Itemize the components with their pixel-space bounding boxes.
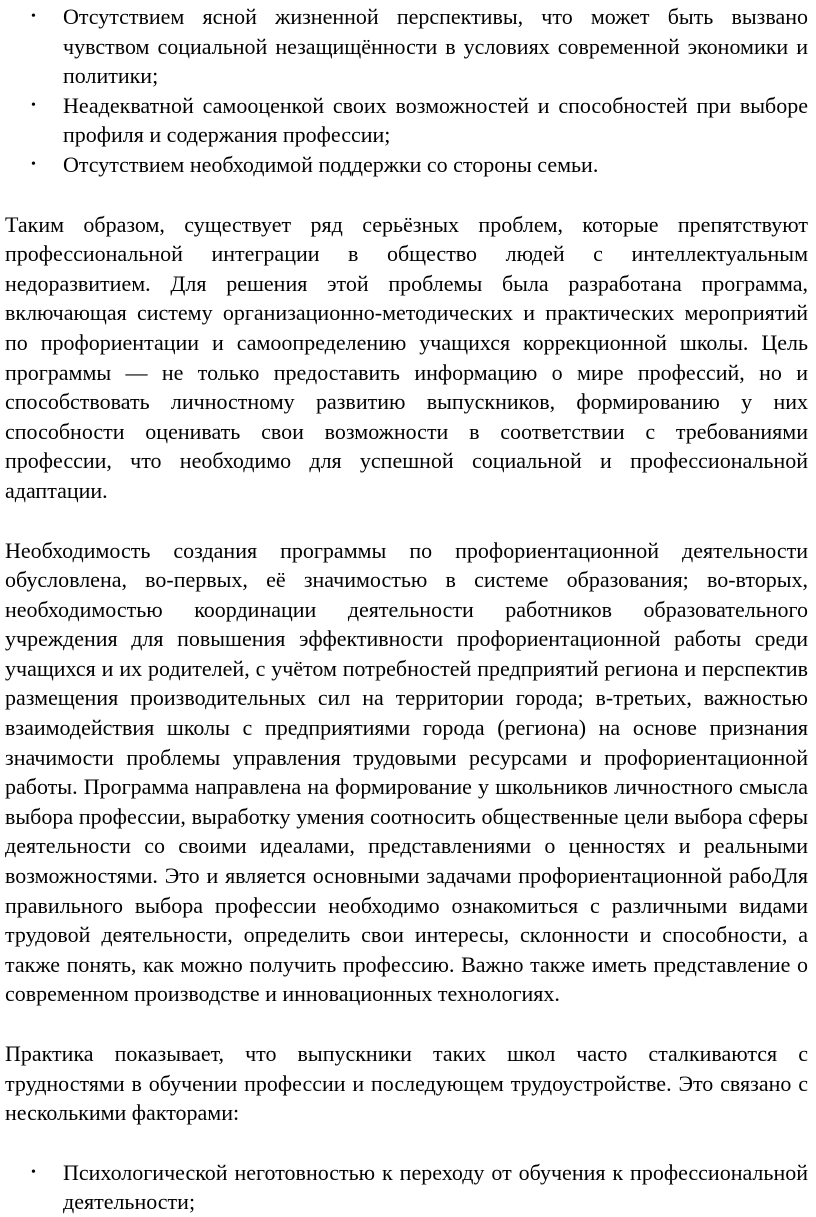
paragraph-spacer: [5, 1009, 808, 1039]
list-item-text: Психологической неготовностью к переходу от обучения к профессиональной деятельности;: [63, 1159, 808, 1215]
list-item-text: Отсутствием ясной жизненной перспективы, что может быть вызвано чувством социальной незащищённости в условиях современной экономики и политики;: [63, 4, 808, 89]
list-item: [5, 150, 808, 180]
paragraph-program-necessity: Необходимость создания программы по профориентационной деятельности обусловлена, во-первых, её значимостью в системе образования; во-вторых, необходимостью координации деятельности работников образовательного учреждения для повышения эффективности профориентационной работы среди учащихся и их родителей, с учётом потребностей предприятий региона и перспектив размещения производительных сил на территории города; в-третьих, важностью взаимодействия школы с предприятиями города (региона) на основе признания значимости проблемы управления трудовыми ресурсами и профориентационной работы. Программа направлена на формирование у школьников личностного смысла выбора профессии, выработку умения соотносить общественные цели выбора сферы деятельности со своими идеалами, представлениями о ценностях и реальными возможностями. Это и является основными задачами профориентационной рабоДля правильного выбора профессии необходимо ознакомиться с различными видами трудовой деятельности, определить свои интересы, склонности и способности, а также понять, как можно получить профессию. Важно также иметь представление о современном производстве и инновационных технологиях.: [5, 537, 808, 1007]
list-item-text: Отсутствием необходимой поддержки со стороны семьи.: [63, 151, 599, 177]
bullet-icon: •: [31, 97, 36, 113]
list-item: [5, 91, 808, 150]
bullet-icon: •: [31, 9, 36, 24]
bullet-icon: •: [31, 1164, 36, 1180]
paragraph-spacer: [5, 1128, 808, 1158]
bullet-icon: •: [31, 156, 36, 172]
bullet-list-top: [5, 2, 808, 180]
paragraph-practice: Практика показывает, что выпускники таких школ часто сталкиваются с трудностями в обучении профессии и последующем трудоустройстве. Это связано с несколькими факторами:: [5, 1041, 808, 1126]
paragraph-conclusion: Таким образом, существует ряд серьёзных проблем, которые препятствуют профессиональной интеграции в общество людей с интеллектуальным недоразвитием. Для решения этой проблемы была разработана программа, включающая систему организационно-методических и практических мероприятий по профориентации и самоопределению учащихся коррекционной школы. Цель программы — не только предоставить информацию о мире профессий, но и способствовать личностному развитию выпускников, формированию у них способности оценивать свои возможности в соответствии с требованиями профессии, что необходимо для успешной социальной и профессиональной адаптации.: [5, 211, 808, 503]
list-item: [5, 1158, 808, 1217]
bullet-list-bottom: [5, 1158, 808, 1217]
paragraph-spacer: [5, 506, 808, 536]
paragraph-spacer: [5, 180, 808, 210]
list-item: [5, 2, 808, 91]
list-item-text: Неадекватной самооценкой своих возможностей и способностей при выборе профиля и содержания профессии;: [63, 92, 808, 148]
